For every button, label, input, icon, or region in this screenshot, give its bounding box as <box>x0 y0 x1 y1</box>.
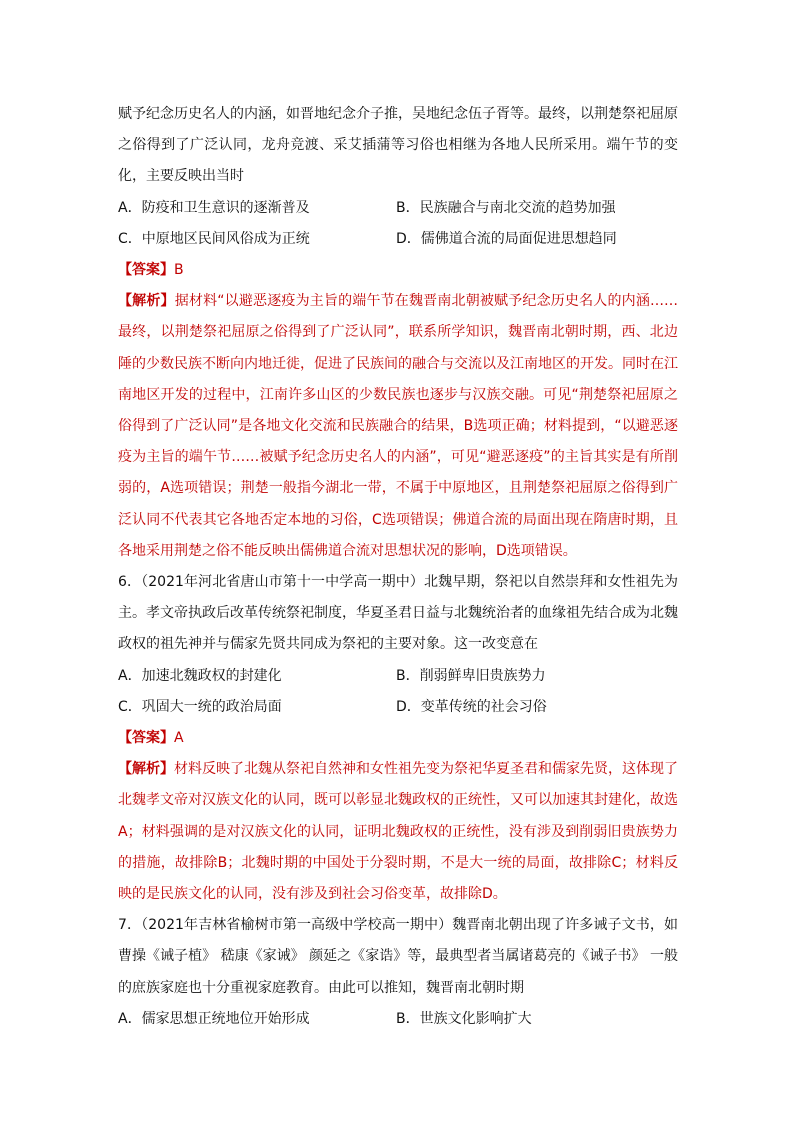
q5-answer <box>118 255 678 286</box>
page-content <box>118 99 678 1035</box>
q6-option-a: A．加速北魏政权的封建化 <box>118 667 282 684</box>
q6-answer <box>118 723 678 754</box>
q5-options-row-1 <box>118 193 678 224</box>
q6-stem: 6．（2021年河北省唐山市第十一中学高一期中）北魏早期，祭祀以自然崇拜和女性祖先为主。孝文帝执政后改革传统祭祀制度，华夏圣君日益与北魏统治者的血缘祖先结合成为北魏政权的祖先神并与儒家先贤共同成为祭祀的主要对象。这一改变意在 <box>118 574 678 653</box>
q5-analysis <box>118 286 678 567</box>
q6-options-row-2 <box>118 692 678 723</box>
q5-analysis-text: 据材料“以避恶逐疫为主旨的端午节在魏晋南北朝被赋予纪念历史名人的内涵……最终，以荆楚祭祀屈原之俗得到了广泛认同”，联系所学知识，魏晋南北朝时期，西、北边陲的少数民族不断向内地迁徙，促进了民族间的融合与交流以及江南地区的开发。同时在江南地区开发的过程中，江南许多山区的少数民族也逐步与汉族交融。可见“荆楚祭祀屈原之俗得到了广泛认同”是各地文化交流和民族融合的结果，B选项正确；材料提到，“以避恶逐疫为主旨的端午节……被赋予纪念历史名人的内涵”，可见“避恶逐疫”的主旨其实是有所削弱的，A选项错误；荆楚一般指今湖北一带，不属于中原地区，且荆楚祭祀屈原之俗得到广泛认同不代表其它各地否定本地的习俗，C选项错误；佛道合流的局面出现在隋唐时期，且各地采用荆楚之俗不能反映出儒佛道合流对思想状况的影响，D选项错误。 <box>118 293 678 559</box>
q6-answer-value: A <box>174 730 184 746</box>
q6-option-b: B．削弱鲜卑旧贵族势力 <box>396 667 546 684</box>
q5-stem: 赋予纪念历史名人的内涵，如晋地纪念介子推，吴地纪念伍子胥等。最终，以荆楚祭祀屈原之俗得到了广泛认同，龙舟竞渡、采艾插蒲等习俗也相继为各地人民所采用。端午节的变化，主要反映出当时 <box>118 106 678 185</box>
q5-answer-tag: 【答案】 <box>118 261 174 278</box>
q6-option-c: C．巩固大一统的政治局面 <box>118 698 282 715</box>
q7-options-row-1 <box>118 1004 678 1035</box>
q6-analysis-tag: 【解析】 <box>118 761 174 778</box>
q5-option-a: A．防疫和卫生意识的逐渐普及 <box>118 199 310 216</box>
q5-option-b: B．民族融合与南北交流的趋势加强 <box>396 199 616 216</box>
q5-analysis-tag: 【解析】 <box>118 293 175 310</box>
q5-option-c: C．中原地区民间风俗成为正统 <box>118 230 310 247</box>
q6-option-d: D．变革传统的社会习俗 <box>396 698 547 715</box>
q6-analysis <box>118 754 678 910</box>
q5-option-d: D．儒佛道合流的局面促进思想趋同 <box>396 230 617 247</box>
q5-options-row-2 <box>118 224 678 255</box>
q7-stem: 7．（2021年吉林省榆树市第一高级中学校高一期中）魏晋南北朝出现了许多诫子文书，如曹操《诫子植》 嵇康《家诫》 颜延之《家诰》等，最典型者当属诸葛亮的《诫子书》 一般的庶族家庭也十分重视家庭教育。由此可以推知，魏晋南北朝时期 <box>118 917 678 996</box>
q7-option-b: B．世族文化影响扩大 <box>396 1010 532 1027</box>
q6-options-row-1 <box>118 661 678 692</box>
q6-analysis-text: 材料反映了北魏从祭祀自然神和女性祖先变为祭祀华夏圣君和儒家先贤，这体现了北魏孝文帝对汉族文化的认同，既可以彰显北魏政权的正统性，又可以加速其封建化，故选A；材料强调的是对汉族文化的认同，证明北魏政权的正统性，没有涉及到削弱旧贵族势力的措施，故排除B；北魏时期的中国处于分裂时期，不是大一统的局面，故排除C；材料反映的是民族文化的认同，没有涉及到社会习俗变革，故排除D。 <box>118 761 678 903</box>
q6-answer-tag: 【答案】 <box>118 730 174 746</box>
q5-answer-value: B <box>174 261 184 278</box>
q7-option-a: A．儒家思想正统地位开始形成 <box>118 1010 310 1027</box>
